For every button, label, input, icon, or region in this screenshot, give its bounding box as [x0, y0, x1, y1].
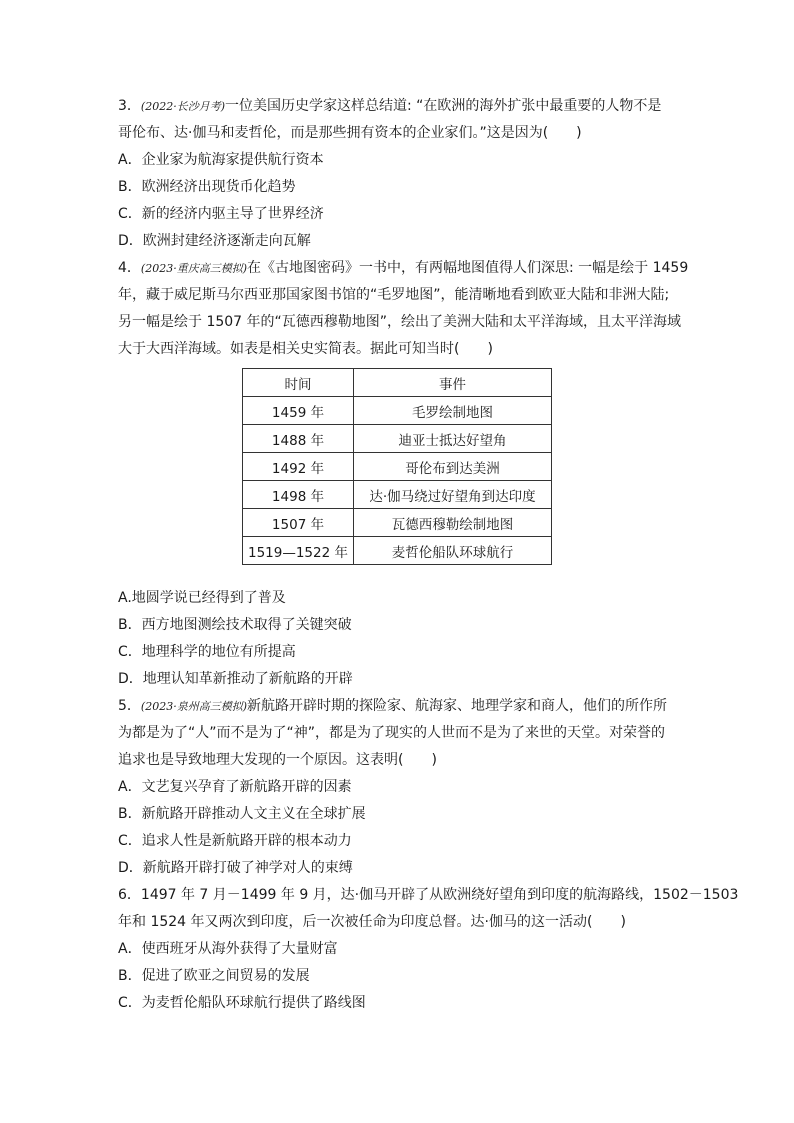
q3-stem-text-1: 一位美国历史学家这样总结道: “在欧洲的海外扩张中最重要的人物不是 [225, 98, 662, 114]
q6-stem-line-2: 年和 1524 年又两次到印度，后一次被任命为印度总督。达·伽马的这一活动( ) [118, 914, 626, 930]
q3-option-d: D．欧洲封建经济逐渐走向瓦解 [118, 233, 311, 249]
q5-option-b: B．新航路开辟推动人文主义在全球扩展 [118, 806, 366, 822]
table-row [243, 509, 552, 537]
q5-number: 5． [118, 698, 141, 714]
table-cell-event: 哥伦布到达美洲 [354, 453, 552, 481]
table-header-time: 时间 [243, 369, 354, 397]
q3-option-a: A．企业家为航海家提供航行资本 [118, 152, 324, 168]
q4-option-b: B．西方地图测绘技术取得了关键突破 [118, 617, 352, 633]
table-header-row [243, 369, 552, 397]
table-cell-time: 1507 年 [243, 509, 354, 537]
table-cell-event: 迪亚士抵达好望角 [354, 425, 552, 453]
table-cell-time: 1498 年 [243, 481, 354, 509]
q5-source: (2023·泉州高三模拟) [140, 700, 247, 713]
table-row [243, 397, 552, 425]
q6-option-c: C．为麦哲伦船队环球航行提供了路线图 [118, 995, 366, 1011]
table-cell-event: 瓦德西穆勒绘制地图 [354, 509, 552, 537]
q6-option-a: A．使西班牙从海外获得了大量财富 [118, 941, 338, 957]
q5-stem-line-1 [118, 697, 688, 716]
table-header-event: 事件 [354, 369, 552, 397]
history-events-table [242, 368, 552, 565]
table-cell-event: 麦哲伦船队环球航行 [354, 537, 552, 565]
table-cell-time: 1519—1522 年 [243, 537, 354, 565]
q5-stem-text-1: 新航路开辟时期的探险家、航海家、地理学家和商人，他们的所作所 [247, 698, 667, 714]
q5-stem-line-3: 追求也是导致地理大发现的一个原因。这表明( ) [118, 752, 437, 768]
table-cell-event: 达·伽马绕过好望角到达印度 [354, 481, 552, 509]
q5-option-d: D．新航路开辟打破了神学对人的束缚 [118, 860, 353, 876]
q4-source: (2023·重庆高三模拟) [140, 262, 247, 275]
q5-option-c: C．追求人性是新航路开辟的根本动力 [118, 833, 352, 849]
q4-stem-line-3: 另一幅是绘于 1507 年的“瓦德西穆勒地图”，绘出了美洲大陆和太平洋海域，且太平洋海域 [118, 314, 682, 330]
q3-option-c: C．新的经济内驱主导了世界经济 [118, 206, 324, 222]
q5-stem-line-2: 为都是为了“人”而不是为了“神”，都是为了现实的人世而不是为了来世的天堂。对荣誉的 [118, 725, 666, 741]
table-row [243, 425, 552, 453]
q4-stem-text-1: 在《古地图密码》一书中，有两幅地图值得人们深思: 一幅是绘于 1459 [247, 260, 689, 276]
table-row [243, 453, 552, 481]
q3-source: (2022·长沙月考) [140, 100, 225, 113]
q3-stem-line-1 [118, 97, 688, 116]
q3-option-b: B．欧洲经济出现货币化趋势 [118, 179, 296, 195]
q4-number: 4． [118, 260, 141, 276]
q4-stem-line-4: 大于大西洋海域。如表是相关史实简表。据此可知当时( ) [118, 341, 493, 357]
table-row [243, 537, 552, 565]
q4-option-d: D．地理认知革新推动了新航路的开辟 [118, 671, 353, 687]
q6-option-b: B．促进了欧亚之间贸易的发展 [118, 968, 310, 984]
q5-option-a: A．文艺复兴孕育了新航路开辟的因素 [118, 779, 352, 795]
table-cell-time: 1492 年 [243, 453, 354, 481]
q4-option-c: C．地理科学的地位有所提高 [118, 644, 296, 660]
q4-stem-line-1 [118, 259, 688, 278]
table-cell-event: 毛罗绘制地图 [354, 397, 552, 425]
q4-option-a: A.地圆学说已经得到了普及 [118, 590, 286, 606]
table-cell-time: 1459 年 [243, 397, 354, 425]
q3-stem-line-2: 哥伦布、达·伽马和麦哲伦，而是那些拥有资本的企业家们。”这是因为( ) [118, 125, 582, 141]
q3-number: 3． [118, 98, 141, 114]
q4-stem-line-2: 年，藏于威尼斯马尔西亚那国家图书馆的“毛罗地图”，能清晰地看到欧亚大陆和非洲大陆; [118, 287, 670, 303]
table-row [243, 481, 552, 509]
q6-stem-line-1: 6．1497 年 7 月－1499 年 9 月，达·伽马开辟了从欧洲绕好望角到印度的航海路线，1502－1503 [118, 887, 739, 903]
table-cell-time: 1488 年 [243, 425, 354, 453]
